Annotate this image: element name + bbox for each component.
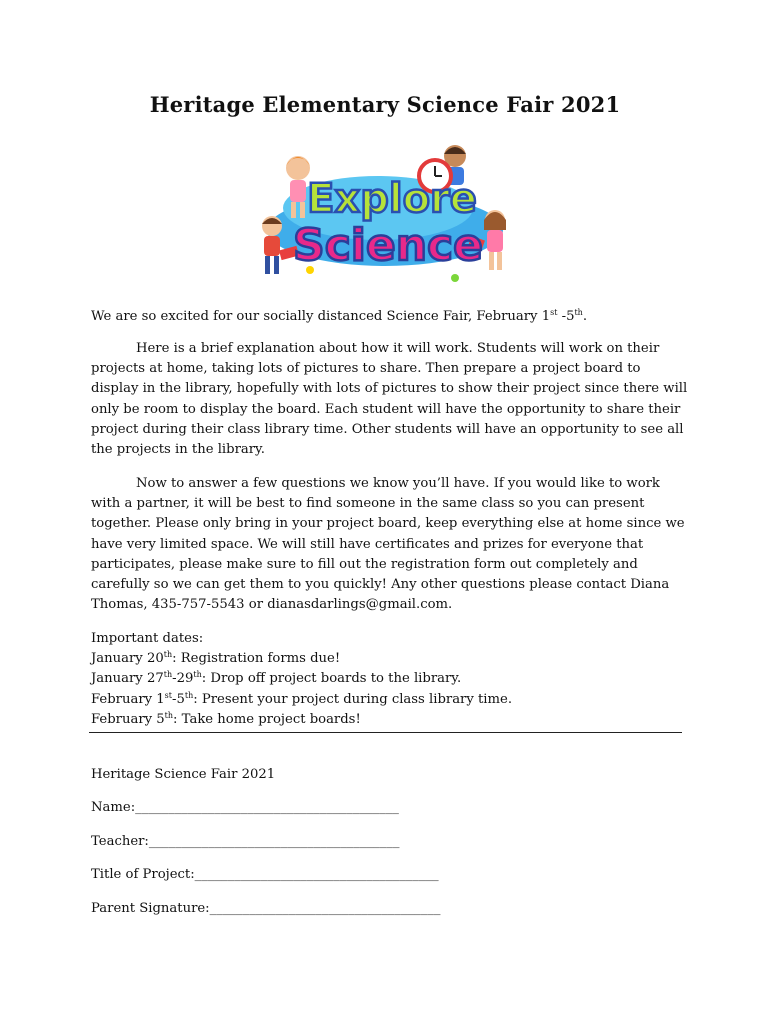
paragraph-line: project during their class library time. Other students will have an opportunity to see all [91, 421, 684, 437]
paragraph-line: the projects in the library. [91, 442, 265, 458]
teacher-field[interactable]: Teacher:______________________________________ [91, 834, 400, 849]
paragraph-line: Now to answer a few questions we know you’ll have. If you would like to work [136, 476, 660, 491]
paragraph-line: projects at home, taking lots of pictures to share. Then prepare a project board to [91, 361, 641, 377]
paragraph-line: Here is a brief explanation about how it will work. Students will work on their [136, 341, 660, 356]
explore-science-logo [250, 138, 520, 288]
explanation-paragraph [91, 339, 688, 460]
date-item: February 1st-5th: Present your project during class library time. [91, 690, 513, 707]
intro-end: . [582, 309, 588, 324]
intro-text: We are so excited for our socially distanced Science Fair, February 1 [91, 309, 551, 324]
girl-with-tube-icon [484, 210, 506, 270]
paragraph-line: have very limited space. We will still have certificates and prizes for everyone that [91, 536, 644, 552]
logo-word-explore: Explore [307, 176, 477, 222]
logo-word-science: Science [293, 220, 483, 271]
parent-signature-field[interactable]: Parent Signature:___________________________________ [91, 901, 441, 916]
date-item: January 20th: Registration forms due! [91, 650, 341, 667]
intro-sup-1: st [550, 308, 558, 317]
paragraph-line: participates, please make sure to fill out the registration form out completely and [91, 556, 638, 572]
intro-paragraph [91, 307, 683, 327]
paragraph-line: carefully so we can get them to you quickly! Any other questions please contact Diana [91, 577, 670, 593]
paragraph-line: Thomas, 435-757-5543 or dianasdarlings@gmail.com. [91, 597, 453, 613]
intro-mid: -5 [557, 309, 575, 324]
project-title-field[interactable]: Title of Project:_____________________________________ [91, 867, 439, 882]
divider-line [89, 732, 682, 733]
date-item: January 27th-29th: Drop off project boards to the library. [91, 670, 462, 687]
page-title: Heritage Elementary Science Fair 2021 [149, 92, 621, 117]
intro-sup-2: th [574, 308, 583, 317]
name-field[interactable]: Name:________________________________________ [91, 800, 399, 815]
paragraph-line: display in the library, hopefully with lots of pictures to show their project since there will [91, 381, 688, 397]
form-heading: Heritage Science Fair 2021 [91, 767, 276, 782]
paragraph-line: only be room to display the board. Each student will have the opportunity to share their [91, 401, 681, 417]
paragraph-line: together. Please only bring in your project board, keep everything else at home since we [91, 516, 685, 532]
date-item: February 5th: Take home project boards! [91, 710, 361, 727]
important-dates [91, 629, 683, 730]
boy-with-backpack-icon [262, 216, 282, 274]
questions-paragraph [91, 474, 683, 615]
paragraph-line: with a partner, it will be best to find someone in the same class so you can present [91, 496, 645, 512]
dates-heading: Important dates: [91, 631, 204, 646]
